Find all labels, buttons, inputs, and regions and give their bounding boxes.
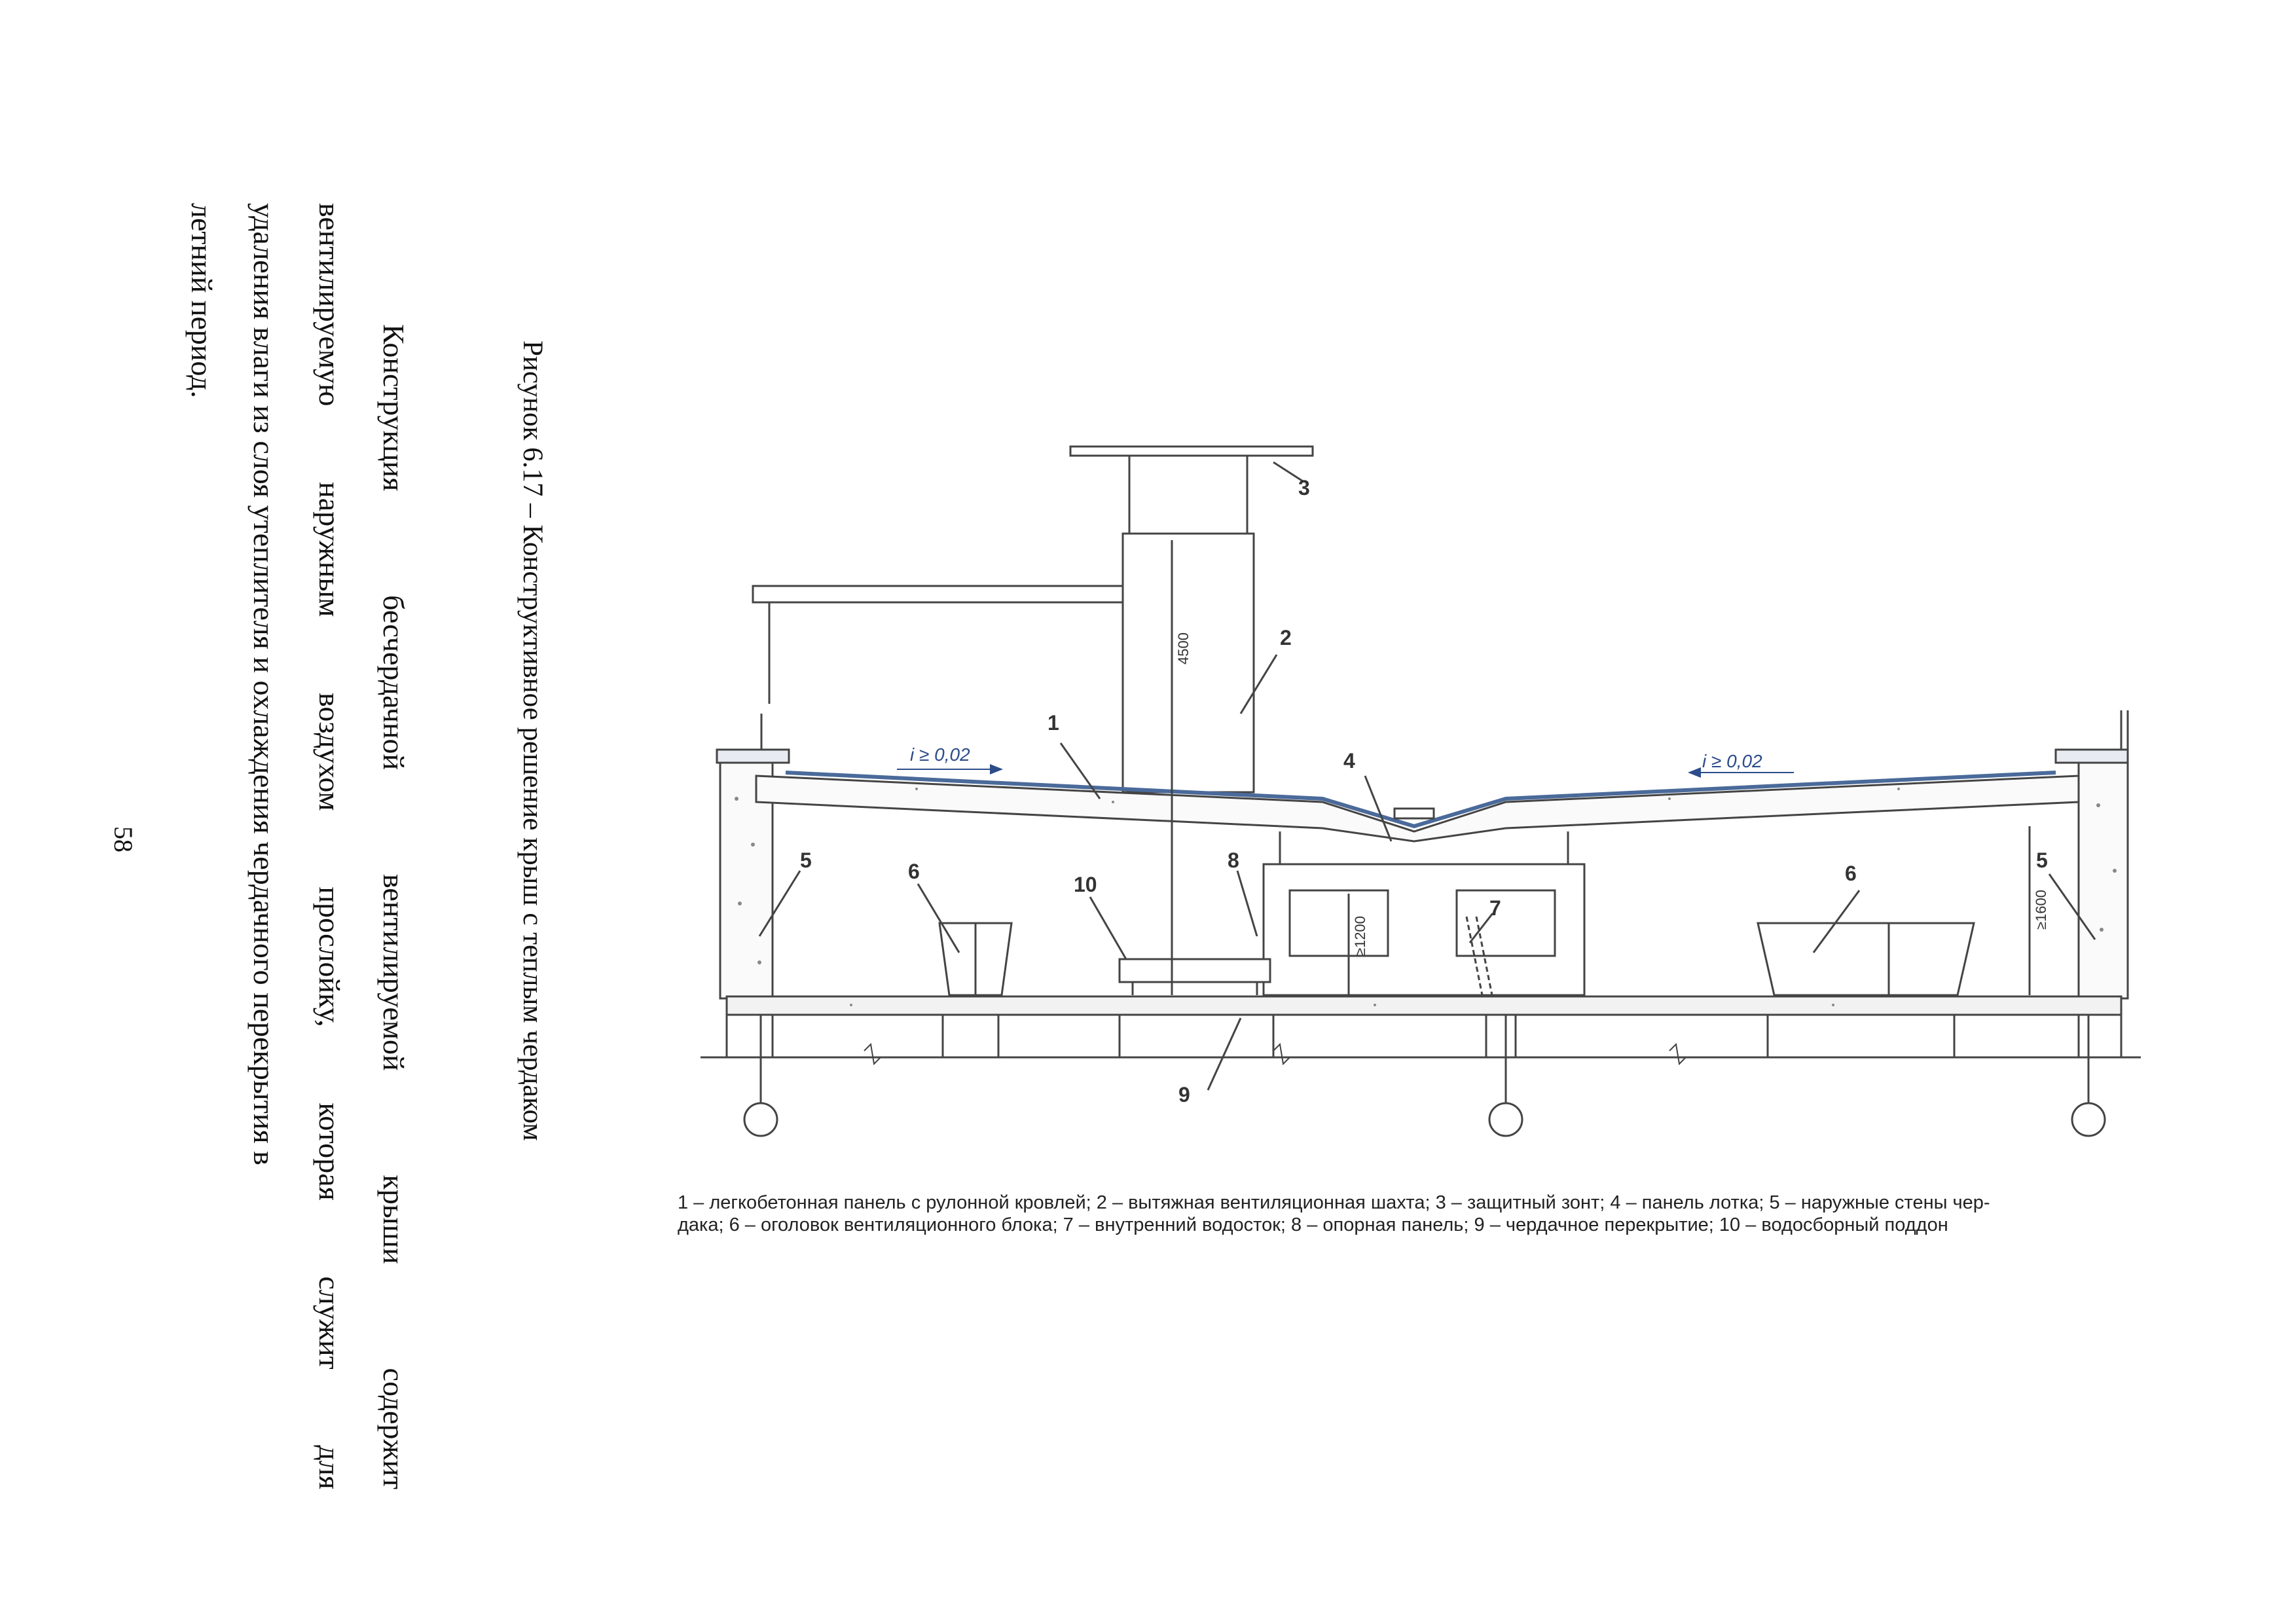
word: вентилируемой	[377, 873, 410, 1071]
dim-shaft: 4500	[1175, 632, 1192, 665]
gutter-panel	[1394, 809, 1434, 818]
word: Конструкция	[377, 324, 410, 492]
side-duct	[753, 586, 1123, 602]
callout-9: 9	[1178, 1083, 1190, 1106]
word: вентилируемую	[313, 203, 346, 407]
callout-6-left: 6	[908, 860, 920, 883]
figure-legend	[678, 1192, 2183, 1236]
slope-left: i ≥ 0,02	[910, 744, 970, 765]
callout-5-left: 5	[800, 848, 812, 872]
legend-line-1: 1 – легкобетонная панель с рулонной кровлей; 2 – вытяжная вентиляционная шахта; 3 – защитный зонт; 4 – панель лотка; 5 – наружные стены чер-	[678, 1192, 1990, 1213]
callout-2: 2	[1280, 626, 1292, 649]
word: содержит	[377, 1368, 410, 1489]
paragraph-line-3: удаления влаги из слоя утеплителя и охлаждения чердачного перекрытия в	[247, 203, 281, 1165]
word: наружным	[313, 482, 346, 617]
slope-right: i ≥ 0,02	[1702, 751, 1762, 771]
callout-5-right: 5	[2036, 848, 2048, 872]
page-number: 58	[109, 826, 138, 852]
vent-head-right	[1758, 923, 1974, 995]
attic-floor	[727, 996, 2121, 1015]
word: воздухом	[313, 693, 346, 811]
word: которая	[313, 1103, 346, 1201]
word: прослойку,	[313, 886, 346, 1027]
word: для	[313, 1445, 346, 1489]
paragraph-line-2	[312, 203, 347, 1489]
callout-4: 4	[1343, 749, 1355, 773]
paragraph-line-1	[376, 324, 411, 1489]
dim-center: ≥1200	[1352, 915, 1368, 956]
collection-tray	[1120, 959, 1270, 982]
word: крыши	[377, 1175, 410, 1264]
figure-caption: Рисунок 6.17 – Конструктивное решение крыш с теплым чердаком	[517, 340, 548, 1141]
outer-wall-right	[2079, 763, 2128, 998]
callout-7: 7	[1489, 896, 1501, 920]
word: бесчердачной	[377, 595, 410, 771]
callout-8: 8	[1228, 848, 1239, 872]
callout-10: 10	[1074, 873, 1097, 896]
word: служит	[313, 1276, 346, 1370]
paragraph-line-4: летний период.	[185, 203, 219, 399]
callout-1: 1	[1048, 711, 1059, 735]
callout-6-right: 6	[1845, 862, 1857, 885]
protective-umbrella	[1070, 447, 1313, 456]
legend-line-2: дака; 6 – оголовок вентиляционного блока; 7 – внутренний водосток; 8 – опорная панель; 9 – чердачное перекрытие; 10 – водосборный поддон	[678, 1214, 1948, 1235]
callout-3: 3	[1298, 476, 1310, 500]
dim-right: ≥1600	[2033, 889, 2049, 930]
